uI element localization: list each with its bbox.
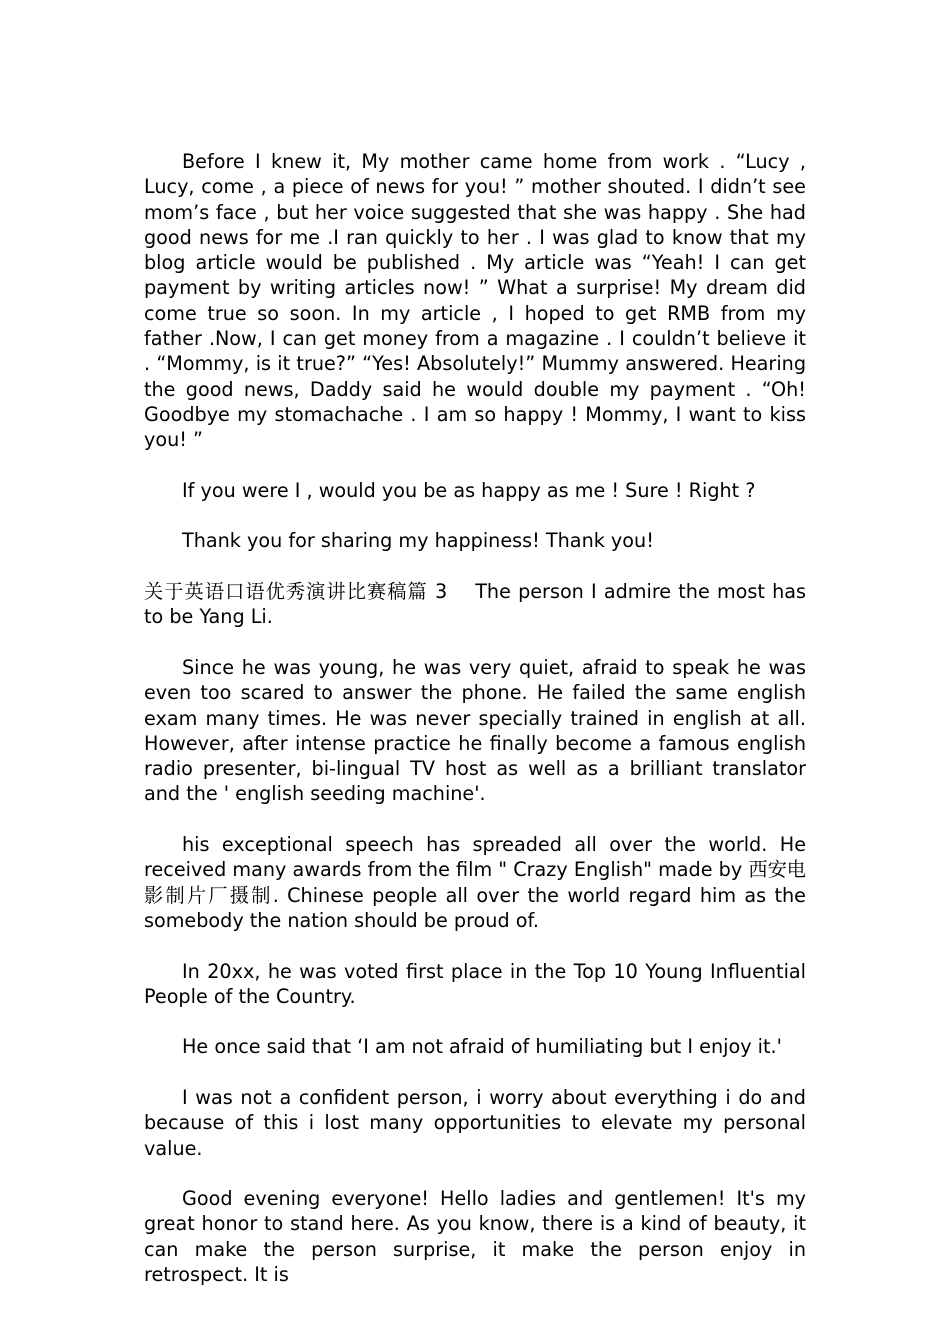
- paragraph-question: If you were I , would you be as happy as me ! Sure ! Right ?: [182, 478, 756, 502]
- paragraph-speech: his exceptional speech has spreaded all over the world. He received many awards from the film " Crazy English" made by 西安电影制片厂摄制. Chinese people all over the world regard him as the somebody the nation should be proud of.: [144, 833, 806, 932]
- paragraph-news: Before I knew it, My mother came home from work . “Lucy , Lucy, come , a piece of news for you! ” mother shouted. I didn’t see mom’s face , but her voice suggested that she was happy . She had good news for me .I ran quickly to her . I was glad to know that my blog article would be published . My article was “Yeah! I can get payment by writing articles now! ” What a surprise! My dream did come true so soon. In my article , I hoped to get RMB from my father .Now, I can get money from a magazine . I couldn’t believe it . “Mommy, is it true?” “Yes! Absolutely!” Mummy answered. Hearing the good news, Daddy said he would double my payment . “Oh! Goodbye my stomachache . I am so happy ! Mommy, I want to kiss you! ”: [144, 150, 806, 452]
- paragraph-greeting: Good evening everyone! Hello ladies and gentlemen! It's my great honor to stand here. As you know, there is a kind of beauty, it can make the person surprise, it make the person enjoy in retrospect. It is: [144, 1187, 806, 1287]
- paragraph-award: In 20xx, he was voted first place in the Top 10 Young Influential People of the Country.: [144, 959, 806, 1008]
- paragraph-youth: Since he was young, he was very quiet, afraid to speak he was even too scared to answer the phone. He failed the same english exam many times. He was never specially trained in english at all. However, after intense practice he finally become a famous english radio presenter, bi-lingual TV host as well as a brilliant translator and the ' english seeding machine'.: [144, 655, 806, 806]
- document-page: [144, 149, 806, 1287]
- section-intro: The person I admire the most has to be Yang Li.: [144, 580, 807, 629]
- paragraph-confidence: I was not a confident person, i worry about everything i do and because of this i lost many opportunities to elevate my personal value.: [144, 1085, 806, 1160]
- section-heading: [144, 579, 806, 630]
- section-title: 关于英语口语优秀演讲比赛稿篇 3: [144, 580, 448, 604]
- paragraph-thanks: Thank you for sharing my happiness! Thank you!: [182, 529, 654, 553]
- paragraph-quote: He once said that ‘I am not afraid of humiliating but I enjoy it.': [182, 1035, 782, 1059]
